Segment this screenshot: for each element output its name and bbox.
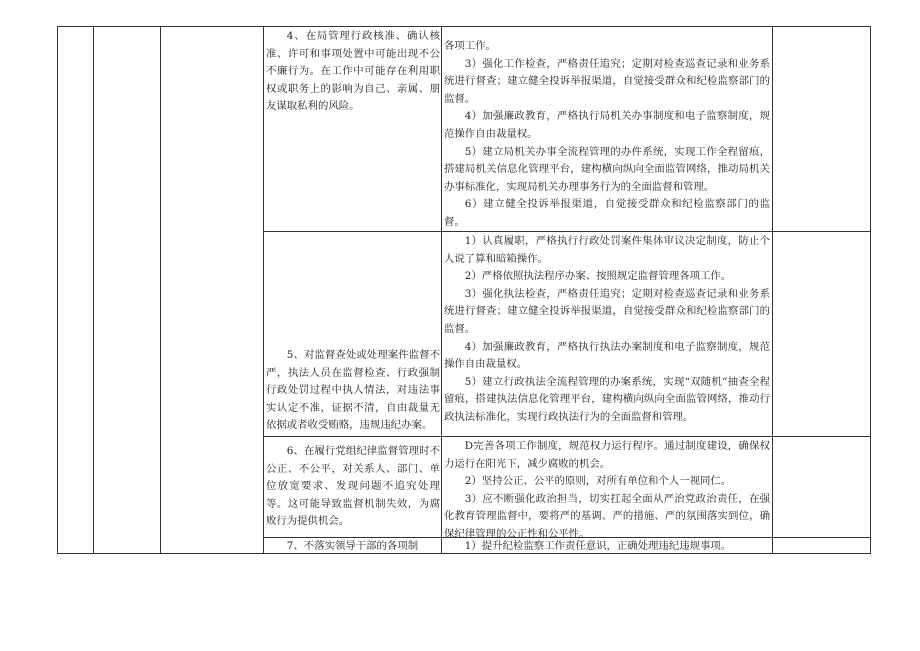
risk-cell-5 xyxy=(266,347,440,435)
measure-text: 2）严格依照执法程序办案、按照规定监督管理各项工作。 xyxy=(464,270,732,283)
measure-text: 3）强化工作检查，严格责任追究；定期对检查巡查记录和业务系统进行督查；建立健全投诉举报渠道，自觉接受群众和纪检监察部门的监督。 xyxy=(444,57,770,105)
risk-text-7: 7、不落实领导干部的各项制 xyxy=(286,540,419,552)
measure-text: 5）建立行政执法全流程管理的办案系统，实现“双随机”抽查全程留痕，搭建执法信息化管理平台，建构横向纵向全面监管网络，推动行政执法标准化，实现行政执法行为的全面监督和管理。 xyxy=(444,375,770,423)
risk-text-4: 4、在局管理行政核准、确认核准、许可和事项处置中可能出现不公不廉行为。在工作中可能存在利用职权或职务上的影响为自己、亲属、朋友谋取私利的风险。 xyxy=(266,30,440,113)
risk-cell-7 xyxy=(266,538,440,553)
measures-cell-4 xyxy=(444,38,770,232)
measure-text: 3）应不断强化政治担当，切实扛起全面从严治党政治责任，在强化教育管理监督中，要将严的基调、严的措施、严的氛围落实到位，确保纪律管理的公正性和公平性。 xyxy=(444,492,770,540)
measures-cell-5 xyxy=(444,233,770,427)
measures-cell-7 xyxy=(444,538,770,553)
table-border-top xyxy=(57,26,871,27)
risk-text-5: 5、对监督查处或处理案件监督不严，执法人员在监督检查、行政强制行政处罚过程中执人情法，对违法事实认定不准，证据不清，自由裁量无依据或者收受贿赂，违规违纪办案。 xyxy=(266,349,440,432)
measure-text: 1）认真履职，严格执行行政处罚案件集体审议决定制度，防止个人说了算和暗箱操作。 xyxy=(444,235,770,265)
table-col-divider-1 xyxy=(93,26,94,553)
table-border-bottom xyxy=(57,553,871,554)
measure-text: 4）加强廉政教育，严格执行局机关办事制度和电子监察制度，规范操作自由裁量权。 xyxy=(444,110,770,140)
measure-text: 各项工作。 xyxy=(444,40,496,52)
risk-cell-6 xyxy=(266,443,440,531)
measure-text: 5）建立局机关办事全流程管理的办件系统，实现工作全程留痕，搭建局机关信息化管理平台，建构横向纵向全面监管网络，推动局机关办事标准化，实现局机关办理事务行为的全面监督和管理。 xyxy=(444,145,770,193)
measure-text: D完善各项工作制度，规范权力运行程序。通过制度建设，确保权力运行在阳光下，减少腐败的机会。 xyxy=(444,440,770,470)
table-col-divider-2 xyxy=(160,26,161,553)
measure-text: 3）强化执法检查，严格责任追究；定期对检查巡查记录和业务系统进行督查；建立健全投诉举报渠道，自觉接受群众和纪检监察部门的监督。 xyxy=(444,287,770,335)
risk-cell-4 xyxy=(266,28,440,116)
measure-text: 4）加强廉政教育，严格执行执法办案制度和电子监察制度，规范操作自由裁量权。 xyxy=(444,340,770,371)
table-col-divider-4 xyxy=(441,26,442,553)
table-border-left xyxy=(57,26,58,553)
measure-text: 1）提升纪检监察工作责任意识，正确处理违纪违规事项。 xyxy=(464,540,732,552)
table-border-right xyxy=(870,26,871,553)
measure-text: 6）建立健全投诉举报渠道，自觉接受群众和纪检监察部门的监督。 xyxy=(444,198,770,228)
measure-text: 2）坚持公正、公平的原则，对所有单位和个人一视同仁。 xyxy=(464,475,732,488)
risk-text-6: 6、在履行党组纪律监督管理时不公正、不公平，对关系人、部门、单位放宽要求、发现问题不追究处理等。这可能导致监督机制失效，为腐败行为提供机会。 xyxy=(266,445,440,528)
table-col-divider-5 xyxy=(772,26,773,553)
table-col-divider-3 xyxy=(263,26,264,553)
measures-cell-6 xyxy=(444,438,770,544)
row-divider-2 xyxy=(263,436,871,437)
